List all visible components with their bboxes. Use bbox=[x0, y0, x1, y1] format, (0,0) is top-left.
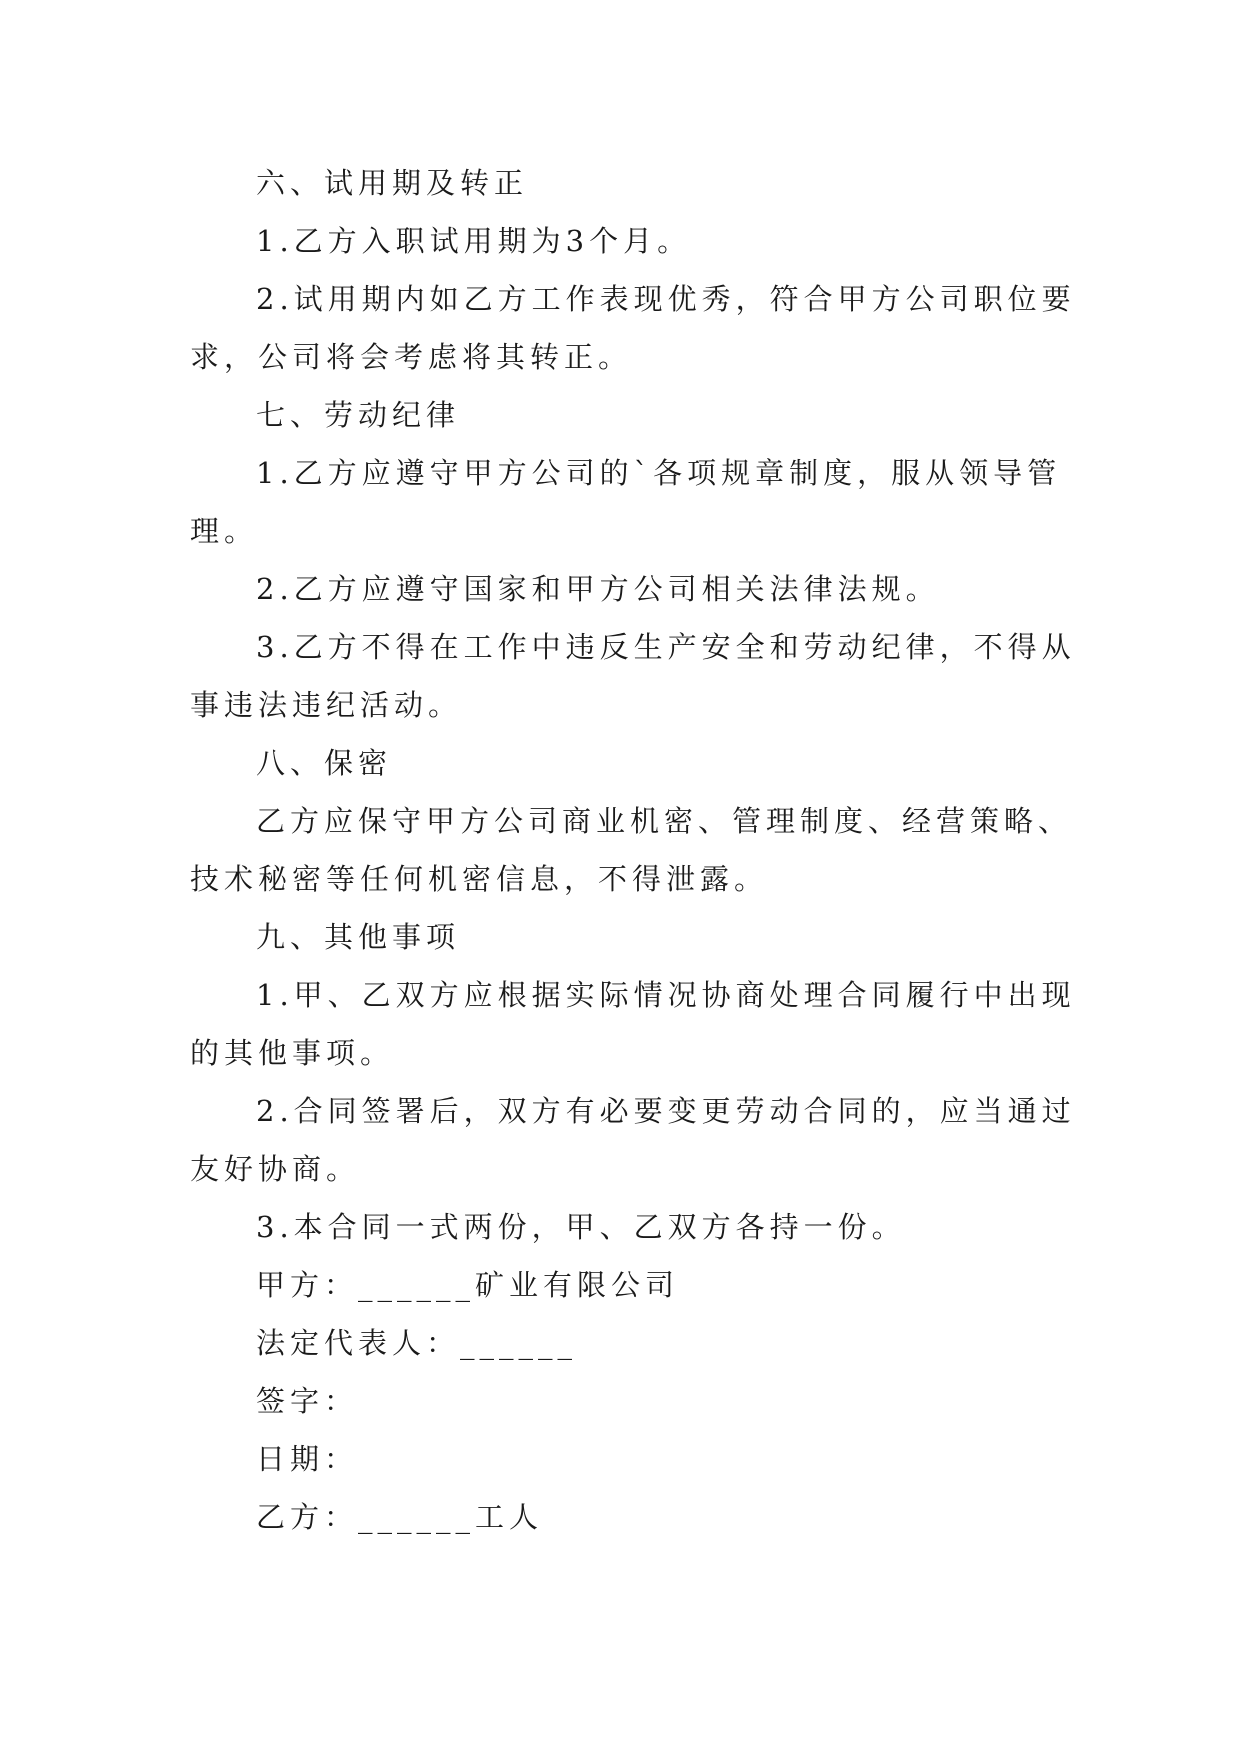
clause-discipline-1-cont: 理。 bbox=[190, 514, 259, 548]
party-b-line: 乙方：______工人 bbox=[256, 1500, 544, 1534]
party-a-line: 甲方：______矿业有限公司 bbox=[256, 1268, 680, 1302]
clause-confidentiality: 乙方应保守甲方公司商业机密、管理制度、经营策略、 bbox=[256, 804, 1073, 838]
section-heading-confidentiality: 八、保密 bbox=[256, 746, 393, 780]
clause-other-1: 1.甲、乙双方应根据实际情况协商处理合同履行中出现 bbox=[256, 978, 1076, 1012]
legal-representative-line: 法定代表人：______ bbox=[256, 1326, 578, 1360]
clause-discipline-3: 3.乙方不得在工作中违反生产安全和劳动纪律，不得从 bbox=[256, 630, 1076, 664]
clause-probation-2-cont: 求，公司将会考虑将其转正。 bbox=[190, 340, 633, 374]
clause-probation-2: 2.试用期内如乙方工作表现优秀，符合甲方公司职位要 bbox=[256, 282, 1076, 316]
clause-discipline-2: 2.乙方应遵守国家和甲方公司相关法律法规。 bbox=[256, 572, 940, 606]
clause-confidentiality-cont: 技术秘密等任何机密信息，不得泄露。 bbox=[190, 862, 769, 896]
clause-other-1-cont: 的其他事项。 bbox=[190, 1036, 395, 1070]
section-heading-discipline: 七、劳动纪律 bbox=[256, 398, 461, 432]
clause-discipline-1: 1.乙方应遵守甲方公司的`各项规章制度，服从领导管 bbox=[256, 456, 1062, 490]
date-line: 日期： bbox=[256, 1442, 359, 1476]
section-heading-probation: 六、试用期及转正 bbox=[256, 166, 529, 200]
clause-other-2: 2.合同签署后，双方有必要变更劳动合同的，应当通过 bbox=[256, 1094, 1076, 1128]
clause-probation-1: 1.乙方入职试用期为3个月。 bbox=[256, 224, 692, 258]
clause-discipline-3-cont: 事违法违纪活动。 bbox=[190, 688, 463, 722]
clause-other-3: 3.本合同一式两份，甲、乙双方各持一份。 bbox=[256, 1210, 906, 1244]
signature-line: 签字： bbox=[256, 1384, 359, 1418]
clause-other-2-cont: 友好协商。 bbox=[190, 1152, 361, 1186]
section-heading-other: 九、其他事项 bbox=[256, 920, 461, 954]
